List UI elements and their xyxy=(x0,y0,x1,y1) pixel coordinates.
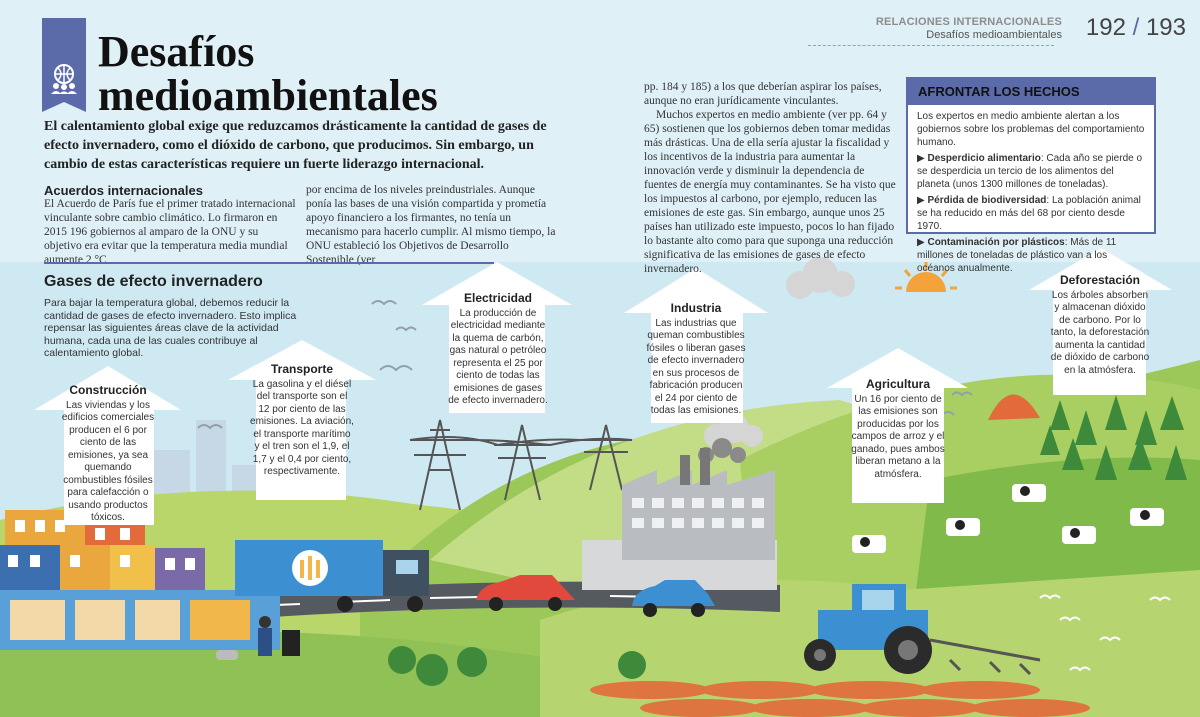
sector-text: Las viviendas y los edificios comerciales producen el 6 por ciento de las emisiones, ya sea quemando combustibles fósiles para calefacción o usando productos tóxicos. xyxy=(61,399,155,523)
sector-title: Construcción xyxy=(69,383,147,397)
sector-text: Las industrias que queman combustibles fósiles o liberan gases de efecto invernadero en sus procesos de fabricación producen el 24 por ciento de todas las emisiones. xyxy=(646,317,746,416)
top-rule xyxy=(808,45,1054,46)
sector-title: Deforestación xyxy=(1059,273,1141,287)
sector-text: La gasolina y el diésel del transporte son el 12 por ciento de las emisiones. La aviación, el transporte marítimo y el tren son el 1,9, el 1,7 y el 0,4 por ciento, respectivamente. xyxy=(250,378,354,477)
agreements-col-2: por encima de los niveles preindustriales. Aunque ponía las bases de una visión compartida y prometía apoyo financiero a los firmantes, no tenía un mecanismo para hacerlo cumplir. Al mismo tiempo, la ONU estableció los Objetivos de Desarrollo Sostenible (ver xyxy=(306,184,556,266)
greenhouse-text: Para bajar la temperatura global, debemos reducir la cantidad de gases de efecto invernadero. Esto implica repensar las siguientes áreas clave de la actividad humana, cada una de las cuales contribuye al calentamiento global. xyxy=(44,297,297,359)
page-numbers xyxy=(1086,14,1186,42)
fact-label: Contaminación por plásticos xyxy=(927,237,1065,248)
page-left: 192 xyxy=(1085,14,1126,41)
sector-agricultura xyxy=(850,378,946,481)
running-header xyxy=(876,16,1062,42)
intro-paragraph: El calentamiento global exige que reduzcamos drásticamente la cantidad de gases de efecto invernadero, como el dióxido de carbono, que producimos. Sin embargo, un cambio de estas características requiere un fuerte liderazgo internacional. xyxy=(44,119,547,172)
globe-people-icon xyxy=(48,62,80,94)
sector-electricidad xyxy=(448,292,548,408)
facts-intro: Los expertos en medio ambiente alertan a los gobiernos sobre los problemas del comportamiento humano. xyxy=(917,111,1145,148)
facts-heading: AFRONTAR LOS HECHOS xyxy=(908,79,1154,105)
fact-item: ▶ Pérdida de biodiversidad: La población animal se ha reducido en más del 68 por ciento desde 1970. xyxy=(917,195,1141,232)
fact-text: : La población animal se ha reducido en más del 68 por ciento desde 1970. xyxy=(917,195,1141,232)
sector-title: Transporte xyxy=(270,362,333,376)
sector-title: Electricidad xyxy=(463,291,533,305)
sector-title: Industria xyxy=(670,301,722,315)
fact-text: : Cada año se pierde o se desperdicia un tercio de los alimentos del planeta (unos 1300 millones de toneladas). xyxy=(917,153,1143,190)
agreements-col-3-p1: pp. 184 y 185) a los que deberían aspirar los países, aunque no eran jurídicamente vinculantes. xyxy=(644,81,882,107)
fact-item: ▶ Contaminación por plásticos: Más de 11 millones de toneladas de plástico van a los océanos anualmente. xyxy=(917,237,1117,274)
title-line-2: medioambientales xyxy=(98,71,438,120)
agreements-heading: Acuerdos internacionales xyxy=(44,183,203,198)
agreements-col-3-p2: Muchos expertos en medio ambiente (ver pp. 64 y 65) sostienen que los gobiernos deben tomar medidas más drásticas. Una de ella sería ajustar la fiscalidad y los incentivos de la industria para aumentar la innovación verde y disminuir la dependencia de fuentes de energía muy contaminantes. Se ha visto que los impuestos al carbono, por ejemplo, reducen las emisiones de este gas. Sin embargo, aunque unos 25 países han utilizado este impuesto, pocos lo han fijado lo bastante alto como para que suponga una reducción significativa de las emisiones de gases de efecto invernadero. xyxy=(644,109,896,275)
greenhouse-rule xyxy=(44,262,494,264)
greenhouse-heading: Gases de efecto invernadero xyxy=(44,273,263,290)
title-line-1: Desafíos xyxy=(98,27,255,76)
fact-item: ▶ Desperdicio alimentario: Cada año se pierde o se desperdicia un tercio de los alimentos del planeta (unos 1300 millones de toneladas). xyxy=(917,153,1143,190)
subsection-label: Desafíos medioambientales xyxy=(926,29,1062,41)
page-right: 193 xyxy=(1145,14,1186,41)
section-banner xyxy=(42,18,86,112)
sector-title: Agricultura xyxy=(865,377,930,391)
sector-text: Un 16 por ciento de las emisiones son producidas por los campos de arroz y el ganado, pues ambos liberan metano a la atmósfera. xyxy=(851,393,945,480)
fact-label: Pérdida de biodiversidad xyxy=(927,195,1047,206)
facts-box xyxy=(906,77,1156,274)
page-separator: / xyxy=(1132,14,1140,41)
fact-text: : Más de 11 millones de toneladas de plástico van a los océanos anualmente. xyxy=(917,237,1117,274)
sector-text: La producción de electricidad mediante la quema de carbón, gas natural o petróleo representa el 25 por ciento de todas las emisiones de gases de efecto invernadero. xyxy=(448,307,548,406)
section-label: RELACIONES INTERNACIONALES xyxy=(875,16,1062,28)
agreements-col-1: El Acuerdo de París fue el primer tratado internacional vinculante sobre cambio climático. Lo firmaron en 2015 196 gobiernos al amparo de la ONU y su objetivo era evitar que la temperatura media mundial aumente 2 °C xyxy=(44,198,296,266)
sector-text: Los árboles absorben y almacenan dióxido de carbono. Por lo tanto, la deforestación aumenta la cantidad de dióxido de carbono en la atmósfera. xyxy=(1050,289,1150,376)
sector-deforestacion xyxy=(1050,274,1150,377)
sector-transporte xyxy=(250,363,354,479)
fact-label: Desperdicio alimentario xyxy=(927,153,1041,164)
sector-construccion xyxy=(58,384,158,525)
page-title xyxy=(98,27,518,120)
sector-industria xyxy=(646,302,746,418)
